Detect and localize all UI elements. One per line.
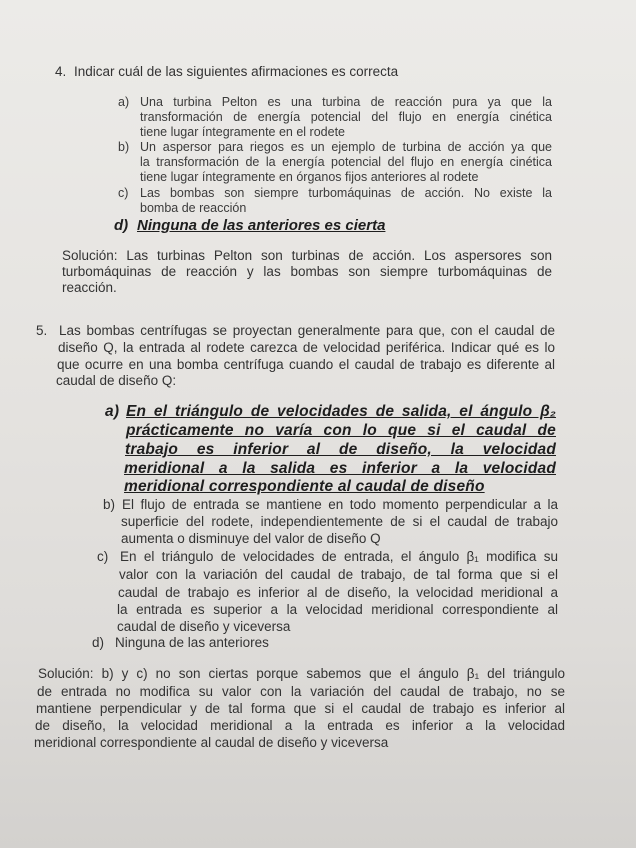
- q5-solution-line-2: de entrada no modifica su valor con la variación del caudal de trabajo, no se: [37, 684, 565, 699]
- q5-solution-line-3: mantiene perpendicular y de tal forma que si el caudal de trabajo es inferior al: [36, 701, 565, 716]
- q4-option-a-line-1: Una turbina Pelton es una turbina de reacción pura ya que la: [140, 95, 552, 109]
- q5-option-a-line-4: meridional a la salida es inferior a la velocidad: [124, 460, 556, 477]
- q4-option-c-line-2: bomba de reacción: [140, 201, 247, 215]
- q5-solution-line-4: de diseño, la velocidad meridional a la entrada es inferior a la velocidad: [35, 718, 565, 733]
- q5-solution-line-1: Solución: b) y c) no son ciertas porque sabemos que el ángulo β₁ del triángulo: [38, 666, 565, 681]
- q5-solution-line-5: meridional correspondiente al caudal de diseño y viceversa: [34, 735, 389, 750]
- q4-option-b-line-1: Un aspersor para riegos es un ejemplo de turbina de acción ya que: [140, 140, 552, 154]
- q5-stem-line-4: caudal de diseño Q:: [56, 373, 177, 388]
- q4-option-b-line-3: tiene lugar íntegramente en órganos fijos anteriores al rodete: [140, 170, 479, 184]
- question-4-stem: Indicar cuál de las siguientes afirmaciones es correcta: [74, 64, 399, 79]
- q5-option-a-line-5: meridional correspondiente al caudal de diseño: [124, 478, 485, 495]
- q5-stem-line-2: diseño Q, la entrada al rodete carezca de velocidad periférica. Indicar qué es lo: [58, 340, 555, 355]
- q5-option-c-label: c): [97, 549, 109, 564]
- q4-option-d-correct-answer: Ninguna de las anteriores es cierta: [137, 217, 386, 234]
- question-4-number: 4.: [55, 64, 67, 79]
- q4-option-c-line-1: Las bombas son siempre turbomáquinas de acción. No existe la: [140, 186, 552, 200]
- q5-option-c-line-4: la entrada es superior a la velocidad meridional correspondiente al: [117, 602, 558, 617]
- question-5-number: 5.: [36, 323, 48, 338]
- q4-option-c-label: c): [118, 186, 129, 200]
- q4-solution-line-2: turbomáquinas de reacción y las bombas son siempre turbomáquinas de: [62, 264, 552, 279]
- q4-option-b-line-2: la transformación de la energía potencial del flujo en energía cinética: [140, 155, 552, 169]
- q5-stem-line-1: Las bombas centrífugas se proyectan generalmente para que, con el caudal de: [59, 323, 555, 338]
- q5-option-a-line-2: prácticamente no varía con lo que si el caudal de: [126, 422, 556, 439]
- q5-option-c-line-3: caudal de trabajo es inferior al de diseño, la velocidad meridional a: [118, 585, 558, 600]
- q4-option-a-line-3: tiene lugar íntegramente en el rodete: [140, 125, 345, 139]
- q5-option-c-line-2: valor con la variación del caudal de trabajo, de tal forma que si el: [119, 567, 558, 582]
- q5-stem-line-3: que ocurre en una bomba centrífuga cuando el caudal de trabajo es diferente al: [57, 357, 555, 372]
- q4-option-a-line-2: transformación de energía potencial del flujo en energía cinética: [140, 110, 552, 124]
- q5-option-b-line-3: aumenta o disminuye del valor de diseño Q: [121, 531, 381, 546]
- q4-option-d-label: d): [114, 217, 129, 234]
- q5-option-b-label: b): [103, 497, 116, 512]
- q5-option-c-line-1: En el triángulo de velocidades de entrada, el ángulo β₁ modifica su: [120, 549, 558, 564]
- q5-option-a-line-3: trabajo es inferior al de diseño, la velocidad: [125, 441, 556, 458]
- q5-option-b-line-1: El flujo de entrada se mantiene en todo momento perpendicular a la: [122, 497, 558, 512]
- q5-option-d-label: d): [92, 635, 105, 650]
- q5-option-c-line-5: caudal de diseño y viceversa: [117, 619, 291, 634]
- q4-solution-line-3: reacción.: [62, 280, 117, 295]
- q5-option-d-line-1: Ninguna de las anteriores: [115, 635, 269, 650]
- q5-option-a-label: a): [105, 403, 120, 420]
- q4-solution-line-1: Solución: Las turbinas Pelton son turbinas de acción. Los aspersores son: [62, 248, 552, 263]
- q5-option-b-line-2: superficie del rodete, independientemente de si el caudal de trabajo: [121, 514, 558, 529]
- q5-option-a-line-1: En el triángulo de velocidades de salida, el ángulo β₂: [126, 403, 556, 420]
- q4-option-a-label: a): [118, 95, 130, 109]
- q4-option-b-label: b): [118, 140, 130, 154]
